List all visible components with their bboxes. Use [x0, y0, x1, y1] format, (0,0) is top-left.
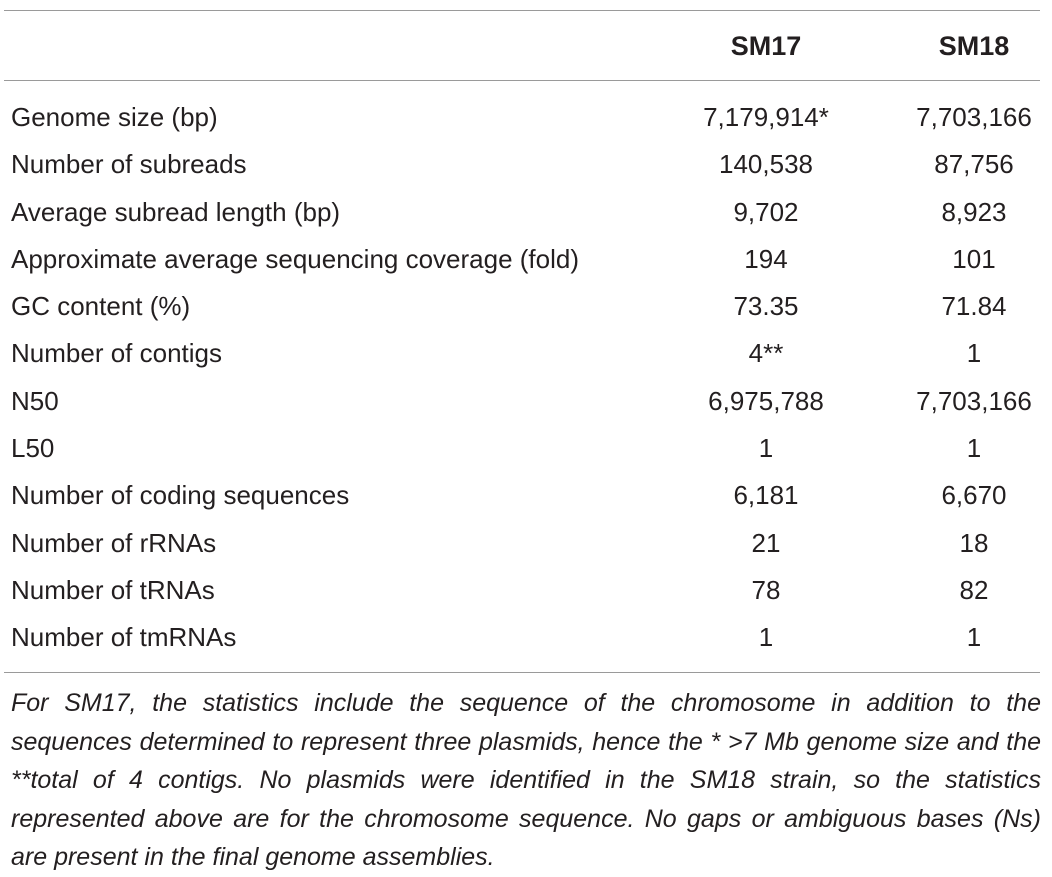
table-row: [0, 189, 1052, 236]
table-row: [0, 236, 1052, 283]
sm17-value: 140,538: [719, 149, 813, 180]
table-row: [0, 614, 1052, 661]
sm17-value: 194: [744, 243, 788, 274]
column-header-sm18: SM18: [938, 31, 1010, 61]
sm18-value: 18: [959, 527, 989, 558]
sm18-value: 82: [959, 574, 989, 605]
sm17-value: 4**: [748, 338, 784, 369]
row-label: Number of tmRNAs: [11, 622, 237, 653]
table-row: [0, 567, 1052, 614]
sm17-value: 7,179,914*: [703, 102, 829, 132]
sm18-value: 7,703,166: [916, 385, 1032, 416]
table-row: [0, 378, 1052, 425]
row-label: N50: [11, 385, 59, 416]
row-label: Number of subreads: [11, 149, 247, 180]
table-row: [0, 472, 1052, 519]
column-header-sm17: SM17: [730, 31, 802, 61]
row-label: GC content (%): [11, 291, 191, 322]
sm17-value: 1: [758, 622, 774, 653]
row-label: Number of coding sequences: [11, 480, 350, 511]
sm18-value: 101: [952, 243, 996, 274]
sm18-value: 71.84: [941, 291, 1007, 322]
sm18-value: 8,923: [941, 196, 1007, 227]
row-label: Number of rRNAs: [11, 527, 217, 558]
sm17-value: 6,181: [733, 480, 799, 511]
row-label: Genome size (bp): [11, 102, 218, 132]
sm18-value: 87,756: [934, 149, 1014, 180]
table-header: [0, 26, 1052, 66]
row-label: Number of contigs: [11, 338, 222, 369]
sm17-value: 73.35: [733, 291, 799, 322]
table-top-rule: [4, 10, 1040, 11]
table-bottom-rule: [4, 672, 1040, 673]
table-body: [0, 94, 1052, 662]
sm18-value: 1: [966, 433, 982, 464]
table-row: [0, 283, 1052, 330]
row-label: Number of tRNAs: [11, 574, 215, 605]
sm17-value: 9,702: [733, 196, 799, 227]
table-row: [0, 94, 1052, 141]
sm17-value: 21: [751, 527, 781, 558]
sm17-value: 78: [751, 574, 781, 605]
table-footnote: For SM17, the statistics include the sequence of the chromosome in addition to the sequences determined to represent three plasmids, hence the * >7 Mb genome size and the **total of 4 contigs. No plasmids were identified in the SM18 strain, so the statistics represented above are for the chromosome sequence. No gaps or ambiguous bases (Ns) are present in the final genome assemblies.: [11, 689, 1041, 872]
table-header-rule: [4, 80, 1040, 81]
sm18-value: 7,703,166: [916, 102, 1032, 132]
sm18-value: 6,670: [941, 480, 1007, 511]
table-row: [0, 425, 1052, 472]
sm17-value: 6,975,788: [708, 385, 824, 416]
sm17-value: 1: [758, 433, 774, 464]
sm18-value: 1: [966, 622, 982, 653]
row-label: Approximate average sequencing coverage (fold): [11, 243, 580, 274]
row-label: L50: [11, 433, 55, 464]
row-label: Average subread length (bp): [11, 196, 341, 227]
table-row: [0, 520, 1052, 567]
sm18-value: 1: [966, 338, 982, 369]
table-row: [0, 141, 1052, 188]
table-row: [0, 330, 1052, 377]
